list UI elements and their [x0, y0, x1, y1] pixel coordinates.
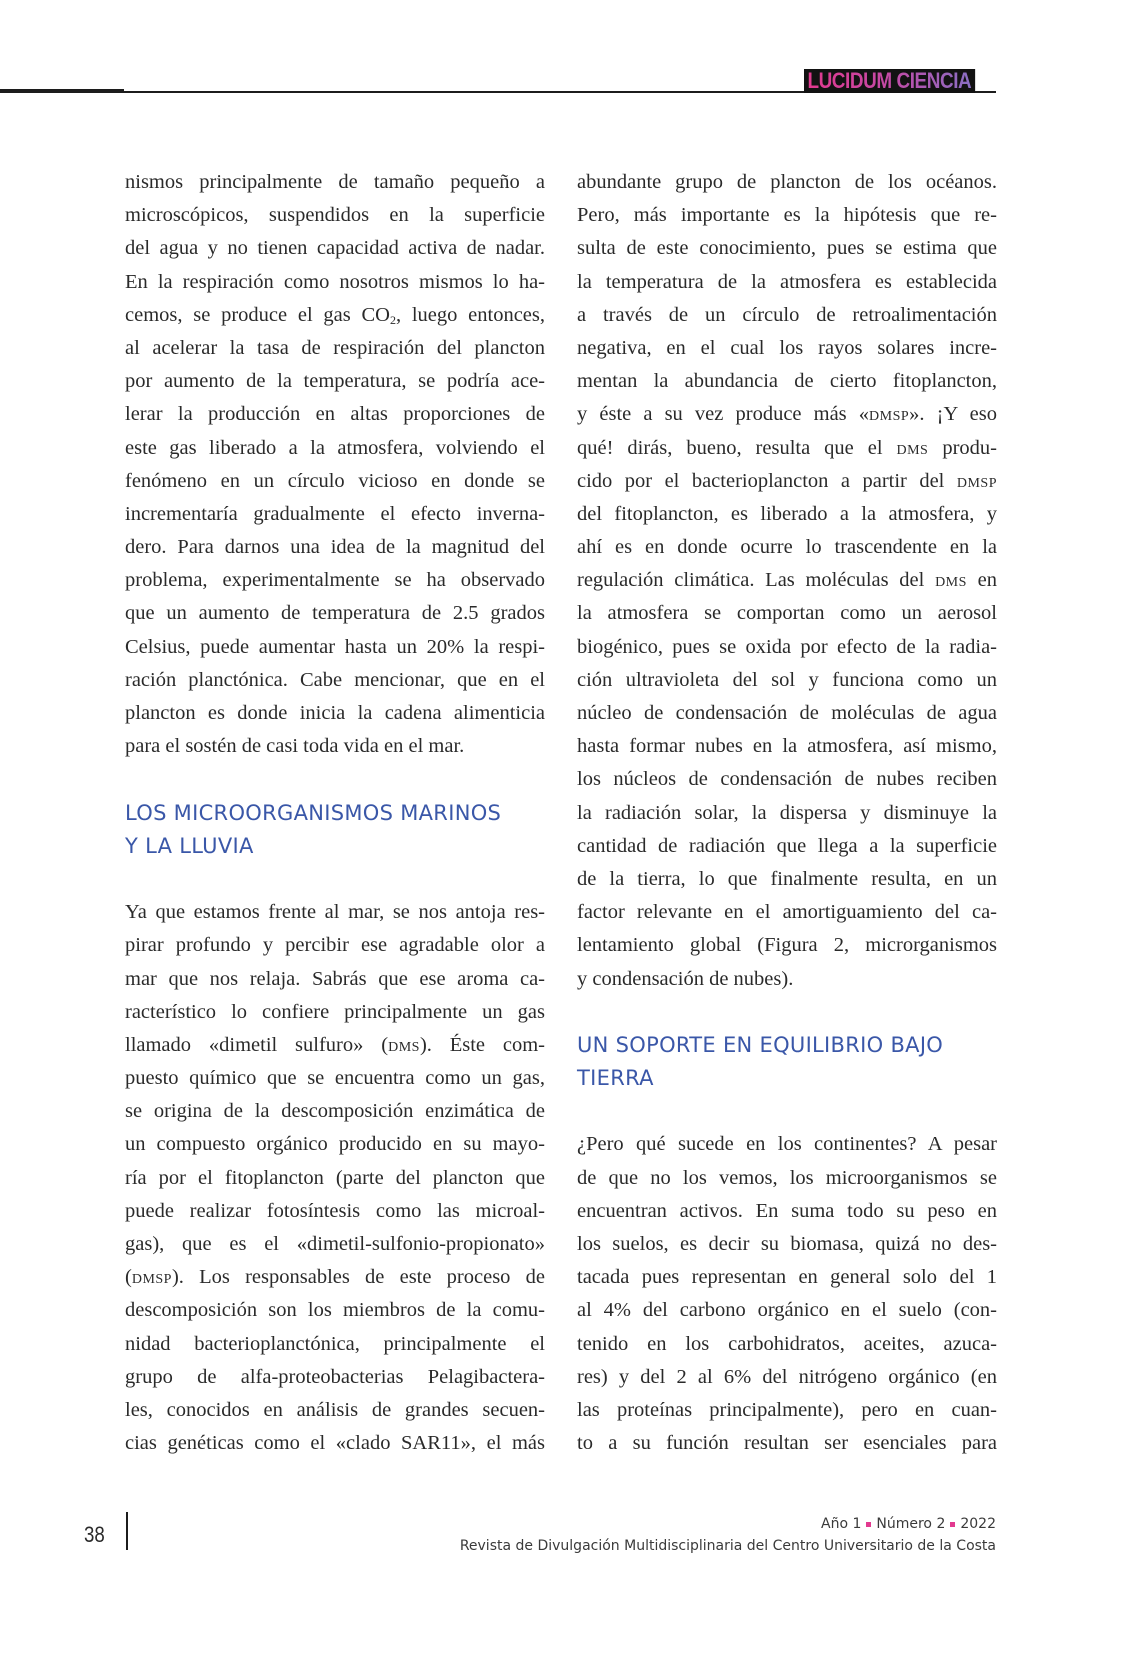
text-line: nidad bacterioplanctónica, principalmente el: [125, 1332, 545, 1355]
text-line: este gas liberado a la atmosfera, volviendo el: [125, 436, 545, 459]
text-line: y condensación de nubes).: [577, 967, 794, 990]
text-line: mar que nos relaja. Sabrás que ese aroma ca-: [125, 967, 545, 990]
text-line: factor relevante en el amortiguamiento del ca-: [577, 901, 997, 924]
text-line: cemos, se produce el gas $CO_2$, luego entonces,: [125, 303, 545, 327]
text-line: negativa, en el cual los rayos solares incre-: [577, 336, 997, 359]
heading-line: LOS MICROORGANISMOS MARINOS: [125, 800, 502, 825]
text-line: por aumento de la temperatura, se podría ace-: [125, 370, 545, 393]
text-line: del agua y no tienen capacidad activa de nadar.: [125, 237, 545, 260]
issue-year: Año 1: [821, 1516, 862, 1532]
text-line: fenómeno en un círculo vicioso en donde se: [125, 469, 545, 492]
text-line: ría por el fitoplancton (parte del plancton que: [125, 1166, 545, 1189]
text-line: Celsius, puede aumentar hasta un 20% la respi-: [125, 635, 545, 658]
text-line: ración planctónica. Cabe mencionar, que en el: [125, 668, 545, 691]
text-line: lentamiento global (Figura 2, microrganismos: [577, 934, 997, 957]
heading-line: UN SOPORTE EN EQUILIBRIO BAJO: [577, 1032, 944, 1057]
text-line: lerar la producción en altas proporciones de: [125, 403, 545, 426]
text-line: cantidad de radiación que llega a la superficie: [577, 834, 997, 857]
text-line: se origina de la descomposición enzimática de: [125, 1100, 545, 1123]
bullet-icon: [950, 1522, 955, 1527]
brand-label: LUCIDUM CIENCIA: [807, 68, 972, 93]
text-line: los suelos, es decir su biomasa, quizá no des-: [577, 1233, 997, 1255]
text-line: sulta de este conocimiento, pues se estima que: [577, 237, 997, 260]
text-line: hasta formar nubes en la atmosfera, así mismo,: [577, 735, 997, 758]
text-line: nismos principalmente de tamaño pequeño a: [125, 171, 545, 193]
text-line: res) y del 2 al 6% del nitrógeno orgánico (en: [577, 1365, 997, 1388]
text-line: puede realizar fotosíntesis como las microal-: [125, 1199, 545, 1222]
text-line: incrementaría gradualmente el efecto inverna-: [125, 502, 545, 525]
text-line: los núcleos de condensación de nubes reciben: [577, 768, 997, 791]
paragraph-right-1: [577, 166, 997, 996]
text-line: pirar profundo y percibir ese agradable olor a: [125, 934, 545, 957]
text-line: al 4% del carbono orgánico en el suelo (con-: [577, 1299, 997, 1322]
text-line: tacada pues representan en general solo del 1: [577, 1266, 997, 1289]
text-line: dero. Para darnos una idea de la magnitud del: [125, 536, 545, 559]
text-line: y éste a su vez produce más «dmsp». ¡Y eso: [577, 403, 997, 426]
paragraph-left-2: [125, 896, 545, 1460]
section-heading-soporte-equilibrio: [577, 1029, 997, 1095]
header-rule-accent: [0, 89, 124, 93]
text-line: Ya que estamos frente al mar, se nos antoja res-: [125, 901, 545, 924]
text-line: encuentran activos. En suma todo su peso en: [577, 1199, 997, 1222]
text-line: de que no los vemos, los microorganismos se: [577, 1166, 997, 1189]
journal-brand: [804, 69, 975, 93]
text-line: problema, experimentalmente se ha observado: [125, 569, 545, 592]
text-line: la atmosfera se comportan como un aerosol: [577, 602, 997, 625]
text-line: Pero, más importante es la hipótesis que re-: [577, 204, 997, 227]
paragraph-left-1: [125, 166, 545, 763]
page-number: 38: [84, 1522, 105, 1547]
text-line: ¿Pero qué sucede en los continentes? A pesar: [577, 1133, 997, 1156]
text-line: descomposición son los miembros de la comu-: [125, 1299, 545, 1322]
text-line: un compuesto orgánico producido en su mayo-: [125, 1133, 545, 1156]
text-line: para el sostén de casi toda vida en el mar.: [125, 735, 465, 758]
right-column: [577, 166, 997, 1460]
heading-line: TIERRA: [577, 1066, 654, 1091]
journal-name: Revista de Divulgación Multidisciplinaria del Centro Universitario de la Costa: [459, 1538, 996, 1554]
text-line: núcleo de condensación de moléculas de agua: [577, 702, 997, 724]
issue-date: 2022: [960, 1516, 996, 1532]
text-line: las proteínas principalmente), pero en cuan-: [577, 1398, 997, 1421]
text-line: gas), que es el «dimetil-sulfonio-propionato»: [125, 1233, 545, 1255]
text-line: la temperatura de la atmosfera es establecida: [577, 270, 997, 293]
text-line: cido por el bacterioplancton a partir del dmsp: [577, 469, 997, 492]
text-line: les, conocidos en análisis de grandes secuen-: [125, 1398, 545, 1421]
text-line: llamado «dimetil sulfuro» (dms). Éste com-: [125, 1033, 546, 1056]
text-line: biogénico, pues se oxida por efecto de la radia-: [577, 635, 997, 658]
text-line: qué! dirás, bueno, resulta que el dms produ-: [577, 436, 997, 459]
text-line: a través de un círculo de retroalimentación: [577, 303, 997, 326]
text-line: la radiación solar, la dispersa y disminuye la: [577, 801, 997, 824]
text-line: to a su función resultan ser esenciales para: [577, 1432, 997, 1455]
text-line: tenido en los carbohidratos, aceites, azuca-: [577, 1332, 997, 1355]
text-line: ción ultravioleta del sol y funciona como un: [577, 668, 997, 691]
issue-number: Número 2: [876, 1516, 946, 1532]
text-line: cias genéticas como el «clado SAR11», el más: [125, 1432, 545, 1455]
text-line: En la respiración como nosotros mismos lo ha-: [125, 270, 545, 293]
text-line: que un aumento de temperatura de 2.5 grados: [125, 602, 545, 625]
text-line: regulación climática. Las moléculas del dms en: [577, 569, 997, 592]
bullet-icon: [866, 1522, 871, 1527]
left-column: [125, 166, 545, 1460]
text-line: del fitoplancton, es liberado a la atmosfera, y: [577, 502, 997, 525]
text-line: al acelerar la tasa de respiración del plancton: [125, 336, 545, 359]
text-line: microscópicos, suspendidos en la superficie: [125, 204, 545, 227]
text-line: mentan la abundancia de cierto fitoplancton,: [577, 370, 997, 393]
heading-line: Y LA LLUVIA: [125, 833, 254, 858]
text-line: racterístico lo confiere principalmente un gas: [125, 1000, 545, 1023]
footer-divider: [126, 1512, 128, 1550]
text-line: grupo de alfa-proteobacterias Pelagibactera-: [125, 1365, 545, 1388]
issue-info: [460, 1513, 996, 1535]
text-line: ahí es en donde ocurre lo trascendente en la: [577, 536, 997, 559]
paragraph-right-2: [577, 1128, 997, 1460]
text-line: puesto químico que se encuentra como un gas,: [125, 1067, 545, 1090]
footer-meta: [460, 1513, 996, 1557]
text-line: abundante grupo de plancton de los océanos.: [577, 171, 997, 193]
text-line: plancton es donde inicia la cadena alimenticia: [125, 702, 545, 724]
text-line: (dmsp). Los responsables de este proceso de: [125, 1266, 545, 1289]
section-heading-microorganismos-marinos: [125, 797, 545, 863]
text-line: de la tierra, lo que finalmente resulta, en un: [577, 867, 997, 890]
